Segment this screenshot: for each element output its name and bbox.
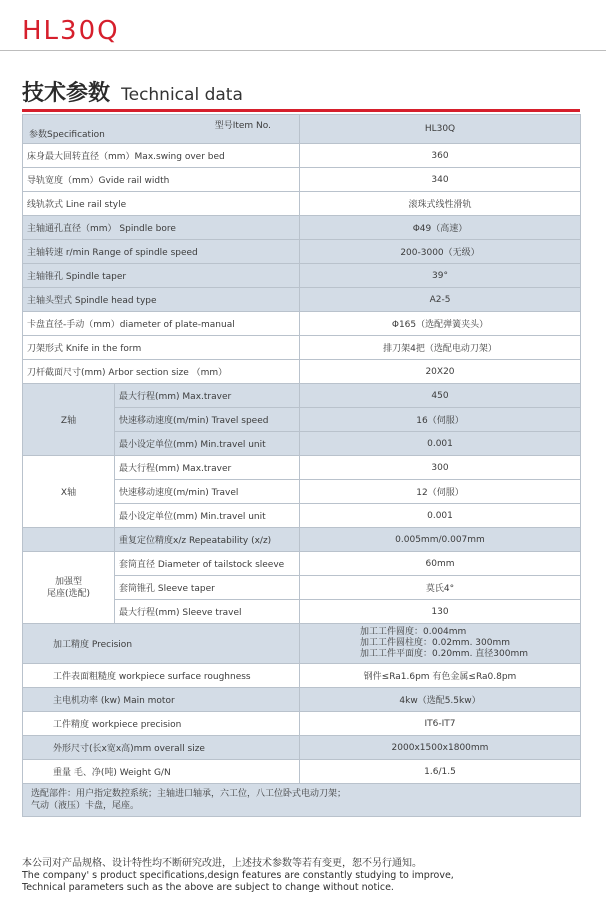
row-value: 20X20 bbox=[300, 360, 581, 384]
table-row bbox=[23, 288, 581, 312]
row-label: 工件精度 workpiece precision bbox=[23, 712, 300, 736]
x-axis-group-label: X轴 bbox=[23, 456, 115, 528]
row-label: 主轴转速 r/min Range of spindle speed bbox=[23, 240, 300, 264]
empty-cell bbox=[23, 528, 115, 552]
row-value: 4kw（选配5.5kw） bbox=[300, 688, 581, 712]
disclaimer-en-line2: Technical parameters such as the above are subject to change without notice. bbox=[22, 882, 394, 893]
header-specification: 参数Specification bbox=[29, 130, 105, 140]
tailstock-group-line2: 尾座(选配) bbox=[46, 588, 91, 599]
row-label: 工件表面粗糙度 workpiece surface roughness bbox=[23, 664, 300, 688]
row-label: 快速移动速度(m/min) Travel bbox=[115, 480, 300, 504]
row-label: 加工精度 Precision bbox=[23, 624, 300, 664]
row-value: 39° bbox=[300, 264, 581, 288]
row-label: 主电机功率 (kw) Main motor bbox=[23, 688, 300, 712]
header-spec-cell bbox=[23, 115, 300, 144]
row-label: 快速移动速度(m/min) Travel speed bbox=[115, 408, 300, 432]
row-value: 莫氏4° bbox=[300, 576, 581, 600]
row-label: 线轨款式 Line rail style bbox=[23, 192, 300, 216]
row-value: 300 bbox=[300, 456, 581, 480]
row-label: 套筒直径 Diameter of tailstock sleeve bbox=[115, 552, 300, 576]
table-row bbox=[23, 144, 581, 168]
table-row bbox=[23, 760, 581, 784]
row-value: 排刀架4把（选配电动刀架） bbox=[300, 336, 581, 360]
row-label: 外形尺寸(长x宽x高)mm overall size bbox=[23, 736, 300, 760]
row-value: A2-5 bbox=[300, 288, 581, 312]
table-row bbox=[23, 688, 581, 712]
precision-cylindricity: 加工工件圆柱度：0.02mm. 300mm bbox=[360, 638, 511, 648]
row-value: 2000x1500x1800mm bbox=[300, 736, 581, 760]
precision-flatness: 加工工件平面度：0.20mm. 直径300mm bbox=[360, 649, 529, 659]
table-row bbox=[23, 736, 581, 760]
table-row bbox=[23, 712, 581, 736]
table-row bbox=[23, 336, 581, 360]
header-model: HL30Q bbox=[300, 115, 581, 144]
spec-table bbox=[22, 114, 581, 817]
table-row bbox=[23, 216, 581, 240]
table-row bbox=[23, 312, 581, 336]
table-row bbox=[23, 552, 581, 576]
disclaimer-en-line1: The company' s product specifications,design features are constantly studying to improve, bbox=[22, 870, 454, 881]
row-label: 刀杆截面尺寸(mm) Arbor section size （mm） bbox=[23, 360, 300, 384]
table-row bbox=[23, 784, 581, 817]
header-divider bbox=[0, 50, 606, 51]
row-label: 最大行程(mm) Max.traver bbox=[115, 384, 300, 408]
tailstock-group-line1: 加强型 bbox=[54, 576, 82, 587]
table-row bbox=[23, 360, 581, 384]
precision-roundness: 加工工件圆度：0.004mm bbox=[360, 627, 467, 637]
tailstock-group-label bbox=[23, 552, 115, 624]
table-row bbox=[23, 192, 581, 216]
row-value: 0.001 bbox=[300, 432, 581, 456]
row-label: 套筒锥孔 Sleeve taper bbox=[115, 576, 300, 600]
brand-logo: HL30Q bbox=[22, 16, 120, 46]
row-label: 主轴通孔直径（mm） Spindle bore bbox=[23, 216, 300, 240]
row-value: 130 bbox=[300, 600, 581, 624]
row-value: 340 bbox=[300, 168, 581, 192]
table-row bbox=[23, 664, 581, 688]
row-value: 0.005mm/0.007mm bbox=[300, 528, 581, 552]
header-item-no: 型号Item No. bbox=[214, 121, 271, 131]
row-value: Φ49（高速） bbox=[300, 216, 581, 240]
title-en: Technical data bbox=[121, 85, 243, 105]
row-label: 卡盘直径-手动（mm）diameter of plate-manual bbox=[23, 312, 300, 336]
title-underline bbox=[22, 109, 580, 112]
row-value: 1.6/1.5 bbox=[300, 760, 581, 784]
optional-parts-note bbox=[23, 784, 581, 817]
optional-parts-line2: 气动（液压）卡盘，尾座。 bbox=[31, 801, 140, 811]
row-value: Φ165（选配弹簧夹头） bbox=[300, 312, 581, 336]
table-row bbox=[23, 456, 581, 480]
precision-values bbox=[300, 624, 581, 664]
row-value: 60mm bbox=[300, 552, 581, 576]
row-value: 200-3000（无级） bbox=[300, 240, 581, 264]
row-label: 最大行程(mm) Max.traver bbox=[115, 456, 300, 480]
row-value: 0.001 bbox=[300, 504, 581, 528]
row-label: 主轴头型式 Spindle head type bbox=[23, 288, 300, 312]
page-title bbox=[22, 76, 243, 107]
table-row bbox=[23, 240, 581, 264]
row-value: 450 bbox=[300, 384, 581, 408]
row-label: 最大行程(mm) Sleeve travel bbox=[115, 600, 300, 624]
table-row bbox=[23, 384, 581, 408]
row-label: 刀架形式 Knife in the form bbox=[23, 336, 300, 360]
table-row bbox=[23, 264, 581, 288]
row-value: IT6-IT7 bbox=[300, 712, 581, 736]
row-label: 主轴锥孔 Spindle taper bbox=[23, 264, 300, 288]
table-row bbox=[23, 624, 581, 664]
row-label: 重量 毛、净(吨) Weight G/N bbox=[23, 760, 300, 784]
table-row bbox=[23, 528, 581, 552]
optional-parts-line1: 选配部件：用户指定数控系统；主轴进口轴承，六工位，八工位卧式电动刀架； bbox=[31, 789, 347, 799]
row-value: 16（伺服） bbox=[300, 408, 581, 432]
row-value: 12（伺服） bbox=[300, 480, 581, 504]
row-label: 最小设定单位(mm) Min.travel unit bbox=[115, 504, 300, 528]
row-value: 钢件≤Ra1.6pm 有色金属≤Ra0.8pm bbox=[300, 664, 581, 688]
disclaimer bbox=[22, 858, 454, 894]
table-row bbox=[23, 168, 581, 192]
row-label: 重复定位精度x/z Repeatability (x/z) bbox=[115, 528, 300, 552]
row-label: 床身最大回转直径（mm）Max.swing over bed bbox=[23, 144, 300, 168]
table-header-row bbox=[23, 115, 581, 144]
z-axis-group-label: Z轴 bbox=[23, 384, 115, 456]
row-value: 360 bbox=[300, 144, 581, 168]
row-label: 最小设定单位(mm) Min.travel unit bbox=[115, 432, 300, 456]
row-label: 导轨宽度（mm）Gvide rail width bbox=[23, 168, 300, 192]
row-value: 滚珠式线性滑轨 bbox=[300, 192, 581, 216]
title-zh: 技术参数 bbox=[22, 81, 111, 106]
disclaimer-zh: 本公司对产品规格、设计特性均不断研究改进，上述技术参数等若有变更，恕不另行通知。 bbox=[22, 858, 422, 869]
